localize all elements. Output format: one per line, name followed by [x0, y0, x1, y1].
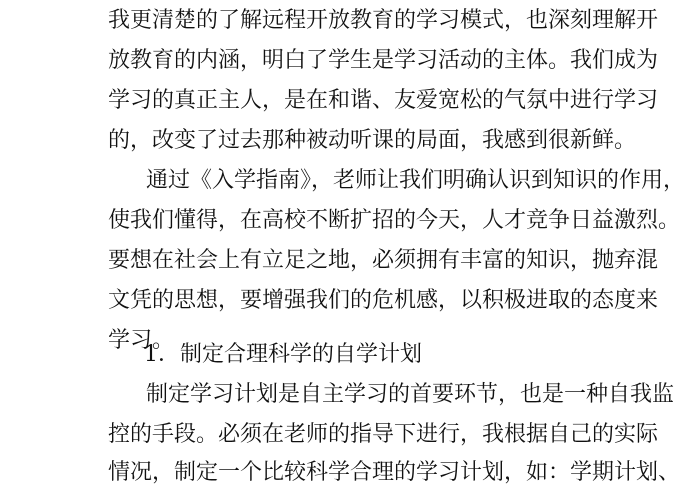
text-line-12: 控的手段。必须在老师的指导下进行，我根据自己的实际 [108, 422, 659, 447]
text-line-6: 使我们懂得，在高校不断扩招的今天，人才竞争日益激烈。 [108, 208, 681, 233]
text-line-13: 情况，制定一个比较科学合理的学习计划，如：学期计划、 [108, 460, 681, 485]
text-line-4: 的，改变了过去那种被动听课的局面，我感到很新鲜。 [108, 128, 637, 153]
text-line-9: 学习。 [108, 328, 175, 353]
text-line-2: 放教育的内涵，明白了学生是学习活动的主体。我们成为 [108, 48, 659, 73]
section-heading: 1．制定合理科学的自学计划 [144, 342, 422, 367]
text-line-3: 学习的真正主人，是在和谐、友爱宽松的气氛中进行学习 [108, 88, 659, 113]
text-line-7: 要想在社会上有立足之地，必须拥有丰富的知识，抛弃混 [108, 248, 659, 273]
text-line-1: 我更清楚的了解远程开放教育的学习模式，也深刻理解开 [108, 8, 659, 33]
text-line-11: 制定学习计划是自主学习的首要环节，也是一种自我监 [146, 382, 675, 407]
text-line-5: 通过《入学指南》，老师让我们明确认识到知识的作用， [146, 168, 686, 193]
text-line-8: 文凭的思想，要增强我们的危机感，以积极进取的态度来 [108, 288, 659, 313]
